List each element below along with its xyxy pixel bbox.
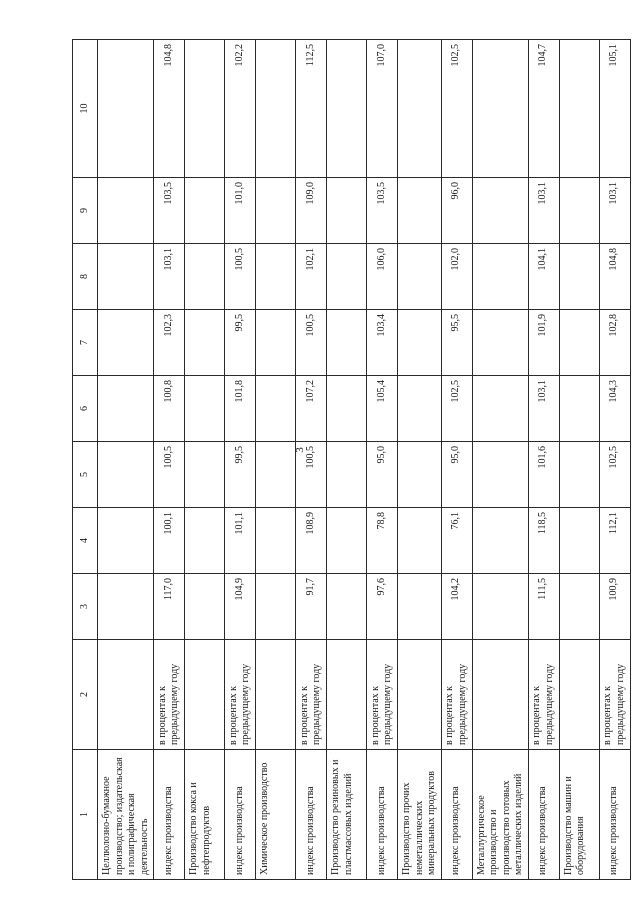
value-cell: 103,1 bbox=[154, 244, 185, 310]
value-cell: 108,9 bbox=[296, 508, 327, 574]
value-cell: 104,8 bbox=[599, 244, 630, 310]
value-cell: 100,5 bbox=[225, 244, 256, 310]
value-cell bbox=[185, 574, 225, 640]
value-cell bbox=[398, 376, 442, 442]
value-cell bbox=[327, 40, 367, 178]
value-cell bbox=[185, 178, 225, 244]
value-cell bbox=[185, 40, 225, 178]
value-cell: 102,5 bbox=[599, 442, 630, 508]
header-cell: 5 bbox=[73, 442, 98, 508]
header-cell: 10 bbox=[73, 40, 98, 178]
value-cell: 102,5 bbox=[441, 376, 472, 442]
header-cell: 7 bbox=[73, 310, 98, 376]
value-cell bbox=[98, 442, 154, 508]
unit-cell: в процентах к предыдущему году bbox=[225, 640, 256, 750]
value-cell bbox=[185, 244, 225, 310]
value-cell bbox=[559, 244, 599, 310]
indicator-name-cell: индекс производства bbox=[528, 750, 559, 880]
value-cell: 104,2 bbox=[441, 574, 472, 640]
industry-name-cell: Производство кокса и нефтепродуктов bbox=[185, 750, 225, 880]
index-row bbox=[441, 40, 472, 880]
value-cell: 99,5 bbox=[225, 310, 256, 376]
value-cell bbox=[256, 244, 296, 310]
value-cell bbox=[472, 508, 528, 574]
table-header-row bbox=[73, 40, 98, 880]
section-row bbox=[472, 40, 528, 880]
value-cell bbox=[559, 178, 599, 244]
value-cell: 78,8 bbox=[367, 508, 398, 574]
value-cell bbox=[327, 178, 367, 244]
value-cell: 101,0 bbox=[225, 178, 256, 244]
section-row bbox=[185, 40, 225, 880]
value-cell bbox=[472, 244, 528, 310]
value-cell bbox=[559, 310, 599, 376]
value-cell bbox=[398, 244, 442, 310]
value-cell: 96,0 bbox=[441, 178, 472, 244]
value-cell: 97,6 bbox=[367, 574, 398, 640]
value-cell: 104,3 bbox=[599, 376, 630, 442]
value-cell: 100,5 bbox=[154, 442, 185, 508]
indicator-name-cell: индекс производства bbox=[441, 750, 472, 880]
header-cell: 8 bbox=[73, 244, 98, 310]
value-cell: 103,5 bbox=[367, 178, 398, 244]
section-row bbox=[398, 40, 442, 880]
value-cell: 103,1 bbox=[528, 178, 559, 244]
value-cell: 91,7 bbox=[296, 574, 327, 640]
value-cell bbox=[185, 442, 225, 508]
value-cell bbox=[98, 310, 154, 376]
unit-cell bbox=[398, 640, 442, 750]
value-cell: 100,8 bbox=[154, 376, 185, 442]
table-region bbox=[72, 40, 626, 880]
header-cell: 4 bbox=[73, 508, 98, 574]
value-cell: 101,1 bbox=[225, 508, 256, 574]
value-cell: 104,7 bbox=[528, 40, 559, 178]
value-cell: 102,5 bbox=[441, 40, 472, 178]
value-cell: 105,4 bbox=[367, 376, 398, 442]
value-cell: 102,1 bbox=[296, 244, 327, 310]
value-cell: 95,0 bbox=[367, 442, 398, 508]
indicator-name-cell: индекс производства bbox=[225, 750, 256, 880]
value-cell bbox=[256, 310, 296, 376]
value-cell bbox=[98, 574, 154, 640]
value-cell: 101,9 bbox=[528, 310, 559, 376]
value-cell: 99,5 bbox=[225, 442, 256, 508]
industry-name-cell: Химическое производство bbox=[256, 750, 296, 880]
value-cell bbox=[185, 310, 225, 376]
industry-name-cell: Производство резиновых и пластмассовых изделий bbox=[327, 750, 367, 880]
value-cell: 117,0 bbox=[154, 574, 185, 640]
value-cell: 102,0 bbox=[441, 244, 472, 310]
value-cell bbox=[472, 40, 528, 178]
header-cell: 1 bbox=[73, 750, 98, 880]
value-cell bbox=[327, 376, 367, 442]
value-cell bbox=[398, 442, 442, 508]
value-cell bbox=[398, 574, 442, 640]
index-row bbox=[528, 40, 559, 880]
value-cell bbox=[98, 376, 154, 442]
value-cell: 102,8 bbox=[599, 310, 630, 376]
indicator-name-cell: индекс производства bbox=[367, 750, 398, 880]
value-cell bbox=[98, 40, 154, 178]
value-cell: 100,1 bbox=[154, 508, 185, 574]
value-cell: 100,5 bbox=[296, 310, 327, 376]
production-index-table bbox=[72, 39, 631, 880]
value-cell: 111,5 bbox=[528, 574, 559, 640]
industry-name-cell: Металлургическое производство и производство готовых металлических изделий bbox=[472, 750, 528, 880]
value-cell: 95,5 bbox=[441, 310, 472, 376]
unit-cell bbox=[98, 640, 154, 750]
value-cell bbox=[327, 508, 367, 574]
value-cell bbox=[472, 376, 528, 442]
value-cell bbox=[327, 244, 367, 310]
value-cell: 107,0 bbox=[367, 40, 398, 178]
value-cell: 107,2 bbox=[296, 376, 327, 442]
header-cell: 9 bbox=[73, 178, 98, 244]
value-cell bbox=[472, 574, 528, 640]
unit-cell: в процентах к предыдущему году bbox=[441, 640, 472, 750]
value-cell bbox=[398, 178, 442, 244]
value-cell bbox=[256, 442, 296, 508]
value-cell bbox=[398, 310, 442, 376]
value-cell bbox=[472, 442, 528, 508]
value-cell: 118,5 bbox=[528, 508, 559, 574]
value-cell: 103,1 bbox=[599, 178, 630, 244]
value-cell bbox=[398, 508, 442, 574]
header-cell: 3 bbox=[73, 574, 98, 640]
value-cell: 103,5 bbox=[154, 178, 185, 244]
unit-cell bbox=[472, 640, 528, 750]
industry-name-cell: Производство прочих неметаллических минеральных продуктов bbox=[398, 750, 442, 880]
value-cell bbox=[472, 178, 528, 244]
value-cell: 101,8 bbox=[225, 376, 256, 442]
unit-cell: в процентах к предыдущему году bbox=[154, 640, 185, 750]
unit-cell: в процентах к предыдущему году bbox=[528, 640, 559, 750]
value-cell bbox=[327, 574, 367, 640]
industry-name-cell: Производство машин и оборудования bbox=[559, 750, 599, 880]
unit-cell bbox=[185, 640, 225, 750]
value-cell bbox=[256, 376, 296, 442]
section-row bbox=[559, 40, 599, 880]
index-row bbox=[225, 40, 256, 880]
indicator-name-cell: индекс производства bbox=[296, 750, 327, 880]
value-cell: 103,4 bbox=[367, 310, 398, 376]
value-cell bbox=[327, 442, 367, 508]
industry-name-cell: Целлюлозно-бумажное производство; издательская и полиграфическая деятельность bbox=[98, 750, 154, 880]
index-row bbox=[154, 40, 185, 880]
value-cell: 103,1 bbox=[528, 376, 559, 442]
indicator-name-cell: индекс производства bbox=[599, 750, 630, 880]
value-cell bbox=[327, 310, 367, 376]
unit-cell bbox=[559, 640, 599, 750]
rotated-table-wrapper bbox=[72, 40, 626, 880]
unit-cell bbox=[327, 640, 367, 750]
value-cell: 102,3 bbox=[154, 310, 185, 376]
value-cell bbox=[559, 376, 599, 442]
value-cell bbox=[559, 508, 599, 574]
value-cell bbox=[256, 178, 296, 244]
value-cell: 104,8 bbox=[154, 40, 185, 178]
value-cell bbox=[559, 40, 599, 178]
unit-cell: в процентах к предыдущему году bbox=[367, 640, 398, 750]
header-cell: 6 bbox=[73, 376, 98, 442]
value-cell bbox=[398, 40, 442, 178]
unit-cell: в процентах к предыдущему году bbox=[599, 640, 630, 750]
value-cell bbox=[98, 178, 154, 244]
value-cell: 100,9 bbox=[599, 574, 630, 640]
section-row bbox=[327, 40, 367, 880]
unit-cell: в процентах к предыдущему году bbox=[296, 640, 327, 750]
value-cell bbox=[256, 40, 296, 178]
value-cell: 104,9 bbox=[225, 574, 256, 640]
value-cell: 109,0 bbox=[296, 178, 327, 244]
index-row bbox=[296, 40, 327, 880]
section-row bbox=[256, 40, 296, 880]
value-cell bbox=[185, 508, 225, 574]
value-cell: 105,1 bbox=[599, 40, 630, 178]
value-cell bbox=[98, 244, 154, 310]
value-cell bbox=[472, 310, 528, 376]
value-cell: 101,6 bbox=[528, 442, 559, 508]
value-cell: 76,1 bbox=[441, 508, 472, 574]
value-cell: 100,5 bbox=[296, 442, 327, 508]
value-cell: 106,0 bbox=[367, 244, 398, 310]
value-cell: 102,2 bbox=[225, 40, 256, 178]
value-cell bbox=[98, 508, 154, 574]
value-cell bbox=[559, 442, 599, 508]
value-cell bbox=[256, 574, 296, 640]
value-cell: 112,5 bbox=[296, 40, 327, 178]
value-cell: 104,1 bbox=[528, 244, 559, 310]
header-cell: 2 bbox=[73, 640, 98, 750]
value-cell bbox=[256, 508, 296, 574]
value-cell bbox=[559, 574, 599, 640]
page-number: 3 bbox=[294, 447, 306, 453]
section-row bbox=[98, 40, 154, 880]
indicator-name-cell: индекс производства bbox=[154, 750, 185, 880]
value-cell: 112,1 bbox=[599, 508, 630, 574]
index-row bbox=[599, 40, 630, 880]
index-row bbox=[367, 40, 398, 880]
value-cell: 95,0 bbox=[441, 442, 472, 508]
unit-cell bbox=[256, 640, 296, 750]
value-cell bbox=[185, 376, 225, 442]
